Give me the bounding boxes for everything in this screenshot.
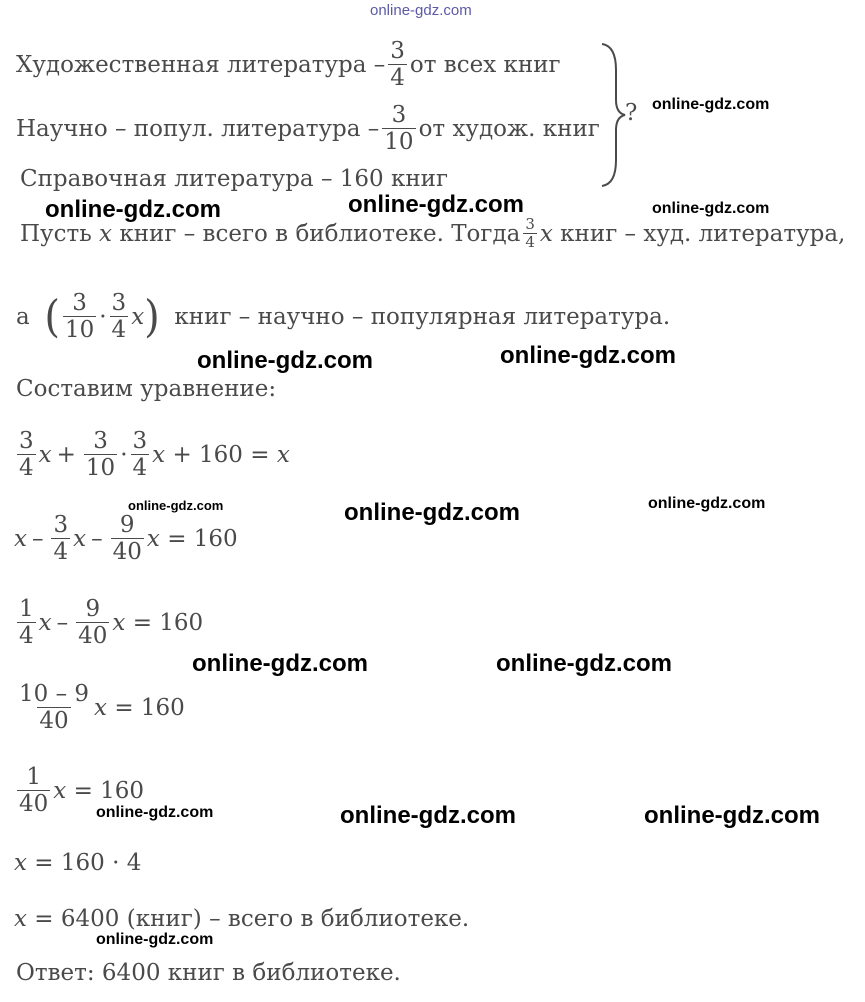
watermark: online-gdz.com xyxy=(96,931,214,948)
given-line-2 xyxy=(16,102,600,156)
eq3-fraction-1 xyxy=(17,596,36,650)
eq2-fraction-1 xyxy=(51,512,70,566)
answer-text: Ответ: 6400 книг в библиотеке. xyxy=(16,960,401,986)
a-fraction-2 xyxy=(110,290,129,344)
fraction-numerator: 1 xyxy=(19,596,34,622)
equation-6 xyxy=(14,850,141,876)
eq3-rhs: = 160 xyxy=(132,609,204,636)
equation-4 xyxy=(14,681,185,735)
equation-2 xyxy=(14,512,238,566)
fraction-numerator: 3 xyxy=(390,38,405,64)
a-fraction-1 xyxy=(63,290,96,344)
plus-operator: + xyxy=(56,441,76,468)
fraction-denominator: 10 xyxy=(384,129,414,156)
let-pre: Пусть xyxy=(20,220,92,247)
eq1-fraction-2 xyxy=(84,428,117,482)
compose-line xyxy=(16,376,276,402)
var-x: x xyxy=(14,906,27,932)
left-paren: ( xyxy=(44,291,60,343)
watermark: online-gdz.com xyxy=(192,650,368,677)
fraction-numerator: 3 xyxy=(93,428,108,454)
given-line-1-fraction xyxy=(388,38,407,92)
watermark: online-gdz.com xyxy=(45,196,221,223)
var-x: x xyxy=(131,303,145,330)
equation-1 xyxy=(14,428,290,482)
fraction-numerator: 3 xyxy=(132,428,148,454)
var-x: x xyxy=(146,525,160,552)
var-x: x xyxy=(73,525,87,552)
eq4-fraction xyxy=(17,681,91,735)
eq1-fraction-1 xyxy=(17,428,36,482)
given-line-2-pre: Научно – попул. литература – xyxy=(16,115,380,142)
given-line-2-post: от худож. книг xyxy=(418,115,600,142)
fraction-denominator: 40 xyxy=(112,539,142,566)
eq6-rhs: = 160 · 4 xyxy=(34,850,142,876)
fraction-denominator: 4 xyxy=(390,65,405,92)
fraction-denominator: 40 xyxy=(39,708,69,735)
eq2-rhs: = 160 xyxy=(167,525,238,552)
var-x: x xyxy=(152,441,166,468)
given-line-2-fraction xyxy=(382,102,415,156)
watermark: online-gdz.com xyxy=(652,200,770,217)
watermark: online-gdz.com xyxy=(128,498,224,513)
given-line-3 xyxy=(20,166,448,192)
fraction-numerator: 3 xyxy=(53,512,69,538)
let-post: книг – худ. литература, xyxy=(560,220,846,247)
watermark: online-gdz.com xyxy=(344,499,520,526)
var-x: x xyxy=(38,609,52,636)
watermark: online-gdz.com xyxy=(644,802,820,829)
eq1-rest: + 160 = xyxy=(172,441,270,468)
eq5-rhs: = 160 xyxy=(73,777,145,804)
var-x: x xyxy=(14,525,27,552)
equation-7 xyxy=(14,906,469,932)
right-paren: ) xyxy=(144,291,160,343)
var-x: x xyxy=(539,220,553,247)
minus-operator: – xyxy=(31,525,44,552)
watermark: online-gdz.com xyxy=(96,804,214,821)
watermark: online-gdz.com xyxy=(348,191,524,218)
fraction-numerator: 9 xyxy=(119,512,135,538)
watermark: online-gdz.com xyxy=(500,342,676,369)
eq2-fraction-2 xyxy=(111,512,144,566)
watermark: online-gdz.com xyxy=(496,650,672,677)
watermark-top: online-gdz.com xyxy=(370,2,472,19)
fraction-denominator: 4 xyxy=(19,623,34,650)
var-x: x xyxy=(94,694,108,721)
let-mid: книг – всего в библиотеке. Тогда xyxy=(119,220,521,247)
var-x: x xyxy=(53,777,67,804)
var-x: x xyxy=(276,441,290,468)
fraction-numerator: 9 xyxy=(85,596,101,622)
fraction-numerator: 3 xyxy=(391,102,407,128)
equation-3 xyxy=(14,596,203,650)
let-fraction xyxy=(523,216,537,252)
minus-operator: – xyxy=(91,525,103,552)
var-x: x xyxy=(112,609,126,636)
a-line xyxy=(16,290,670,344)
fraction-denominator: 4 xyxy=(53,539,69,566)
fraction-denominator: 10 xyxy=(64,317,95,344)
watermark: online-gdz.com xyxy=(340,802,516,829)
eq3-fraction-2 xyxy=(76,596,109,650)
a-line-post: книг – научно – популярная литература. xyxy=(174,303,671,330)
dot-operator: · xyxy=(120,441,128,468)
fraction-denominator: 4 xyxy=(19,455,34,482)
given-line-1-pre: Художественная литература – xyxy=(16,51,386,78)
fraction-numerator: 3 xyxy=(111,290,127,316)
watermark: online-gdz.com xyxy=(197,347,373,374)
eq4-rhs: = 160 xyxy=(114,694,185,721)
question-mark: ? xyxy=(625,100,638,126)
var-x: x xyxy=(14,850,27,876)
fraction-denominator: 40 xyxy=(78,623,108,650)
var-x: x xyxy=(38,441,52,468)
eq7-rhs: = 6400 (книг) – всего в библиотеке. xyxy=(34,906,470,932)
given-line-1 xyxy=(16,38,561,92)
watermark: online-gdz.com xyxy=(648,495,766,512)
fraction-numerator: 3 xyxy=(72,290,87,316)
dot-operator: · xyxy=(99,303,107,330)
right-brace xyxy=(598,40,628,190)
fraction-numerator: 3 xyxy=(525,215,535,233)
a-letter: а xyxy=(16,303,30,330)
eq1-fraction-3 xyxy=(131,428,150,482)
fraction-denominator: 4 xyxy=(525,233,535,252)
var-x: x xyxy=(99,220,113,247)
fraction-numerator: 10 – 9 xyxy=(19,681,90,707)
fraction-denominator: 4 xyxy=(132,455,148,482)
fraction-numerator: 1 xyxy=(26,764,41,790)
fraction-denominator: 40 xyxy=(19,791,49,818)
fraction-denominator: 4 xyxy=(111,317,127,344)
minus-operator: – xyxy=(56,609,69,636)
fraction-numerator: 3 xyxy=(19,428,34,454)
answer-line xyxy=(16,960,401,986)
compose-text: Составим уравнение: xyxy=(16,376,277,402)
eq5-fraction xyxy=(17,764,50,818)
watermark: online-gdz.com xyxy=(652,96,770,113)
fraction-denominator: 10 xyxy=(85,455,116,482)
given-line-1-post: от всех книг xyxy=(409,51,561,78)
given-line-3-text: Справочная литература – 160 книг xyxy=(20,166,449,192)
